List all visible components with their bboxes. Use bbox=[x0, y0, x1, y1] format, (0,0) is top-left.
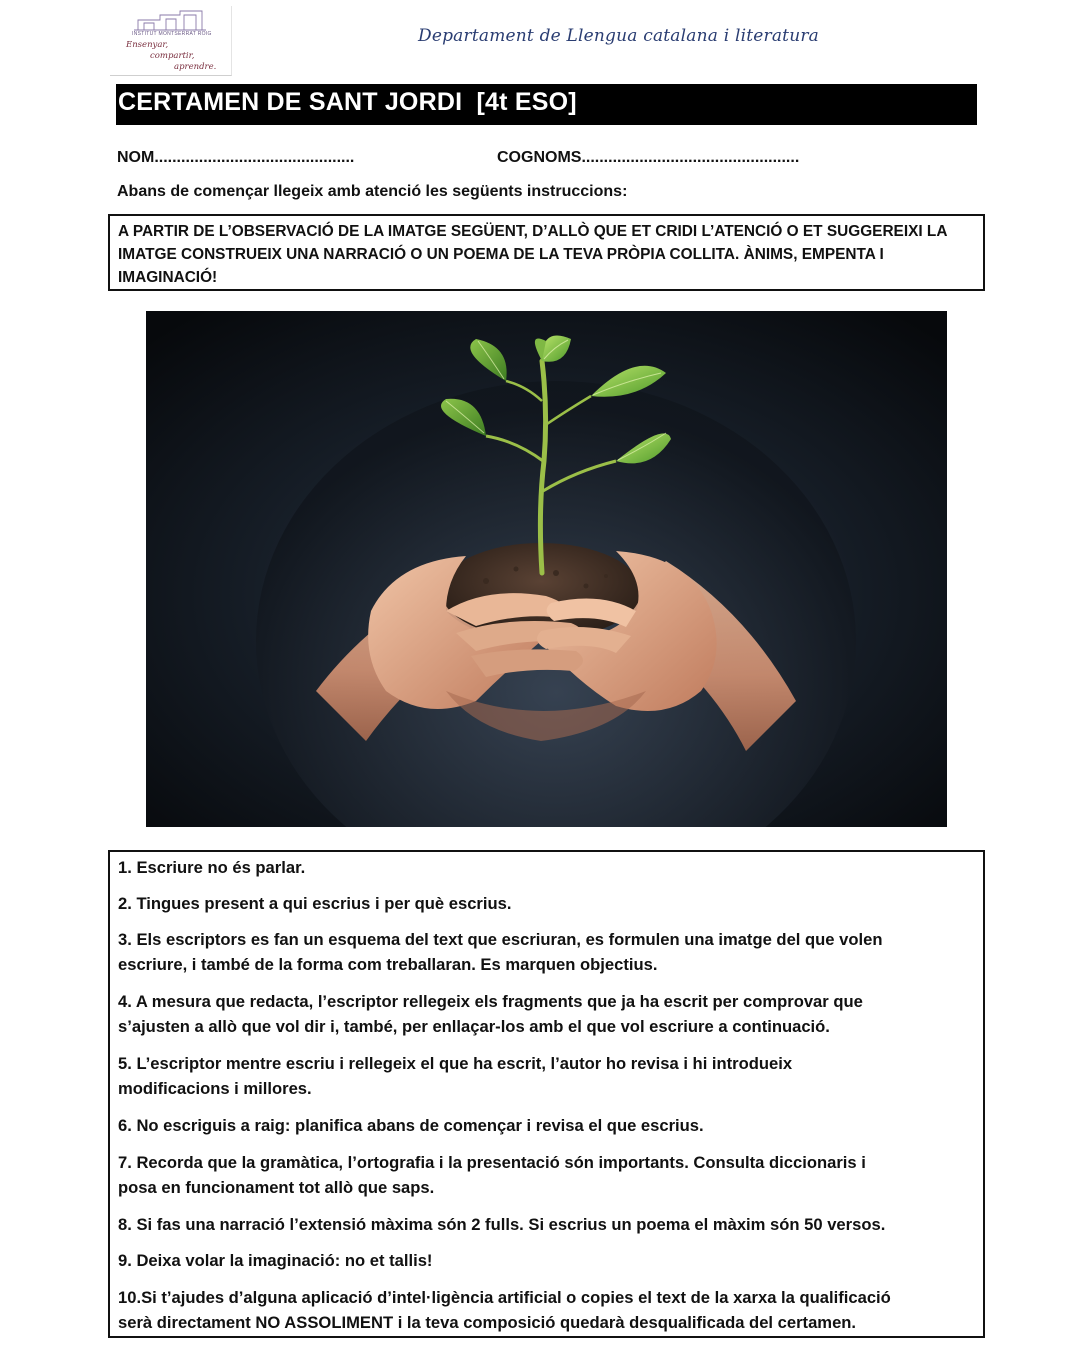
rule-9 bbox=[118, 1248, 978, 1273]
prompt-line-2: IMATGE CONSTRUEIX UNA NARRACIÓ O UN POEMA DE LA TEVA PRÒPIA COLLITA. ÀNIMS, EMPENTA I bbox=[118, 246, 884, 263]
rule-2 bbox=[118, 891, 978, 916]
slogan-line-1: Ensenyar, bbox=[126, 40, 169, 50]
rules-box bbox=[108, 850, 985, 1338]
slogan-line-2: compartir, bbox=[150, 51, 195, 61]
rule-7-line-1: 7. Recorda que la gramàtica, l’ortografia i la presentació són importants. Consulta diccionaris i bbox=[118, 1153, 866, 1172]
prompt-box bbox=[108, 214, 985, 291]
rule-4 bbox=[118, 989, 978, 1039]
name-field[interactable]: NOM............................................. bbox=[117, 149, 355, 166]
surname-field[interactable]: COGNOMS................................................. bbox=[497, 149, 800, 166]
rule-3-line-2: escriure, i també de la forma com treballaran. Es marquen objectius. bbox=[118, 955, 658, 974]
department-name: Departament de Llengua catalana i literatura bbox=[418, 26, 820, 46]
rule-6-text: 6. No escriguis a raig: planifica abans de començar i revisa el que escrius. bbox=[118, 1116, 704, 1135]
rule-8 bbox=[118, 1212, 978, 1237]
rule-1-text: 1. Escriure no és parlar. bbox=[118, 858, 306, 877]
rule-7-line-2: posa en funcionament tot allò que saps. bbox=[118, 1178, 435, 1197]
rule-1 bbox=[118, 855, 978, 880]
rule-2-text: 2. Tingues present a qui escrius i per què escrius. bbox=[118, 894, 512, 913]
prompt-line-3: IMAGINACIÓ! bbox=[118, 269, 218, 286]
rule-4-line-1: 4. A mesura que redacta, l’escriptor rellegeix els fragments que ja ha escrit per comprovar que bbox=[118, 992, 863, 1011]
title-bar bbox=[116, 84, 977, 125]
instructions-intro: Abans de començar llegeix amb atenció les següents instruccions: bbox=[117, 183, 628, 200]
rule-4-line-2: s’ajusten a allò que vol dir i, també, per enllaçar-los amb el que vol escriure a continuació. bbox=[118, 1017, 830, 1036]
rule-9-text: 9. Deixa volar la imaginació: no et tallis! bbox=[118, 1251, 433, 1270]
hands-seedling-illustration bbox=[146, 311, 947, 827]
school-logo bbox=[110, 6, 232, 76]
rule-10-line-1: 10.Si t’ajudes d’alguna aplicació d’intel·ligència artificial o copies el text de la xarxa la qualificació bbox=[118, 1288, 891, 1307]
rule-10-line-2: serà directament NO ASSOLIMENT i la teva composició quedarà desqualificada del certamen. bbox=[118, 1313, 857, 1332]
rule-5-line-1: 5. L’escriptor mentre escriu i rellegeix el que ha escrit, l’autor ho revisa i hi introdueix bbox=[118, 1054, 793, 1073]
prompt-text bbox=[118, 220, 978, 289]
page-title: CERTAMEN DE SANT JORDI [4t ESO] bbox=[118, 88, 577, 116]
prompt-line-1: A PARTIR DE L’OBSERVACIÓ DE LA IMATGE SEGÜENT, D’ALLÒ QUE ET CRIDI L’ATENCIÓ O ET SUGGEREIXI LA bbox=[118, 223, 948, 240]
rule-5-line-2: modificacions i millores. bbox=[118, 1079, 312, 1098]
rule-10 bbox=[118, 1285, 978, 1335]
school-name: INSTITUT MONTSERRAT ROIG bbox=[132, 31, 212, 37]
rule-6 bbox=[118, 1113, 978, 1138]
rule-3 bbox=[118, 927, 978, 977]
rule-5 bbox=[118, 1051, 978, 1101]
school-slogan bbox=[126, 40, 216, 73]
rule-7 bbox=[118, 1150, 978, 1200]
seedling-photo bbox=[146, 311, 947, 827]
rule-8-text: 8. Si fas una narració l’extensió màxima són 2 fulls. Si escrius un poema el màxim són 50 versos. bbox=[118, 1215, 886, 1234]
rule-3-line-1: 3. Els escriptors es fan un esquema del text que escriuran, es formulen una imatge del que volen bbox=[118, 930, 883, 949]
slogan-line-3: aprendre. bbox=[174, 62, 217, 72]
